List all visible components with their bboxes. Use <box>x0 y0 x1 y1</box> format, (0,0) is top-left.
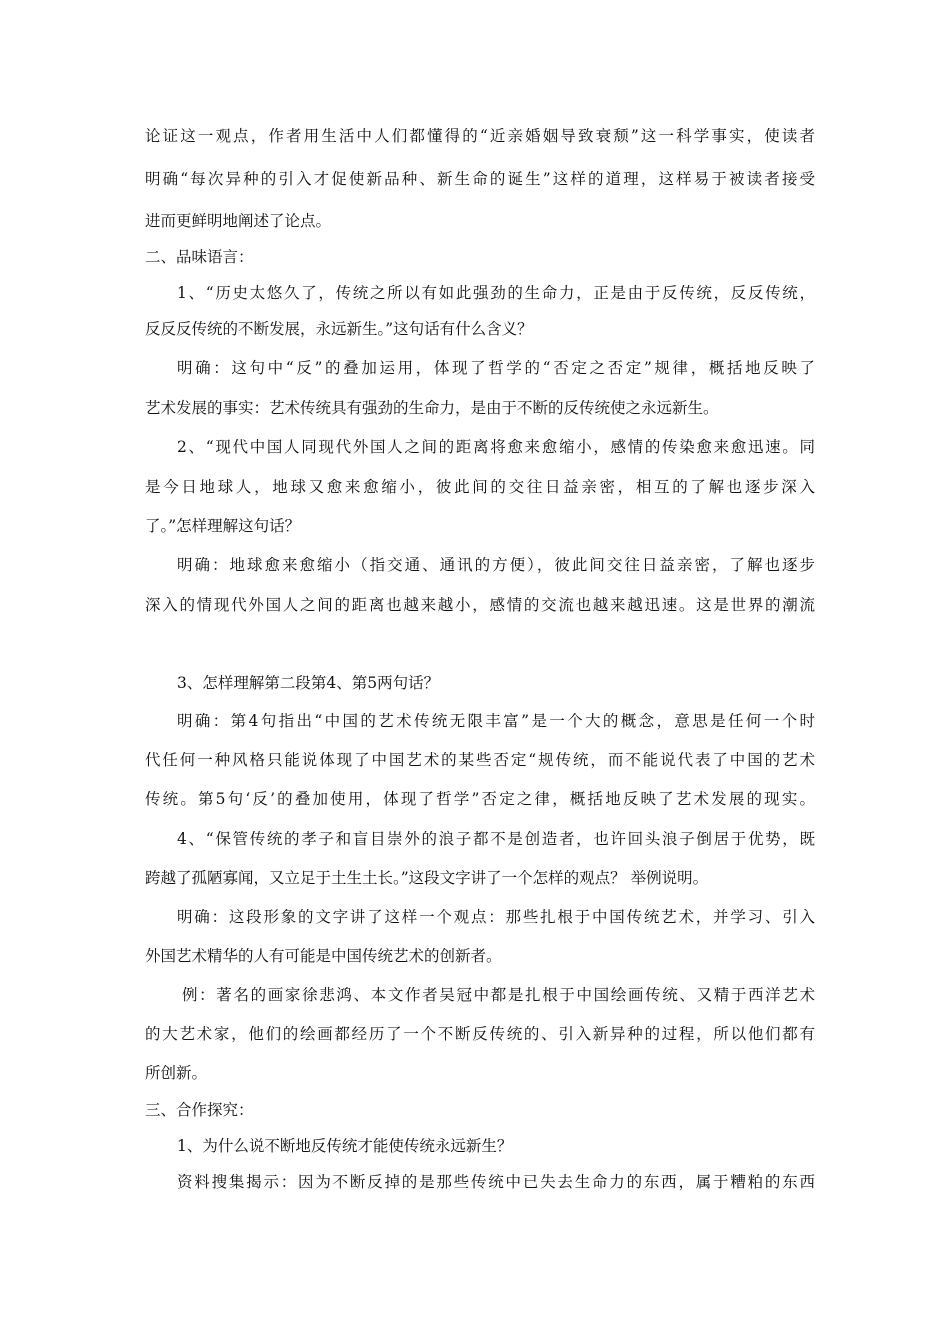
paragraph-line: 进而更鲜明地阐述了论点。 <box>145 212 332 230</box>
answer-line: 外国艺术精华的人有可能是中国传统艺术的创新者。 <box>145 947 502 965</box>
question-line: 反反反传统的不断发展，永远新生。”这句话有什么含义？ <box>145 320 533 338</box>
example-line: 例：著名的画家徐悲鸿、本文作者吴冠中都是扎根于中国绘画传统、又精于西洋艺术 <box>182 986 815 1004</box>
answer-line: 明确：这句中“反”的叠加运用，体现了哲学的“否定之否定”规律，概括地反映了 <box>177 359 815 377</box>
question-line: 1、为什么说不断地反传统才能使传统永远新生？ <box>177 1137 513 1155</box>
paragraph-line: 论证这一观点，作者用生活中人们都懂得的“近亲婚姻导致衰颓”这一科学事实，使读者 <box>145 127 815 145</box>
question-line: 了。”怎样理解这句话？ <box>145 517 301 535</box>
question-line: 3、怎样理解第二段第4、第5两句话？ <box>177 674 440 692</box>
answer-line: 传统。第5句‘反’的叠加使用，体现了哲学”否定之律，概括地反映了艺术发展的现实。 <box>145 790 815 808</box>
example-line: 的大艺术家，他们的绘画都经历了一个不断反传统的、引入新异种的过程，所以他们都有 <box>145 1025 815 1043</box>
answer-line: 明确：地球愈来愈缩小（指交通、通讯的方便），彼此间交往日益亲密，了解也逐步 <box>177 556 815 574</box>
example-line: 所创新。 <box>145 1064 208 1082</box>
question-line: 4、“保管传统的孝子和盲目崇外的浪子都不是创造者，也许回头浪子倒居于优势，既 <box>177 830 815 848</box>
answer-line: 艺术发展的事实：艺术传统具有强劲的生命力，是由于不断的反传统使之永远新生。 <box>145 399 719 417</box>
question-line: 1、“历史太悠久了，传统之所以有如此强劲的生命力，正是由于反传统，反反传统， <box>177 284 815 302</box>
answer-line: 资料搜集揭示：因为不断反掉的是那些传统中已失去生命力的东西，属于糟粕的东西 <box>177 1173 815 1191</box>
answer-line: 明确：这段形象的文字讲了这样一个观点：那些扎根于中国传统艺术，并学习、引入 <box>177 908 815 926</box>
answer-line: 明确：第4句指出“中国的艺术传统无限丰富”是一个大的概念，意思是任何一个时 <box>177 712 815 730</box>
paragraph-line: 明确“每次异种的引入才促使新品种、新生命的诞生”这样的道理，这样易于被读者接受 <box>145 170 815 188</box>
answer-line: 深入的情现代外国人之间的距离也越来越小，感情的交流也越来越迅速。这是世界的潮流 <box>145 596 815 614</box>
question-line: 是今日地球人，地球又愈来愈缩小，彼此间的交往日益亲密，相互的了解也逐步深入 <box>145 478 815 496</box>
section-heading: 二、品味语言： <box>145 248 254 266</box>
answer-line: 代任何一种风格只能说体现了中国艺术的某些否定“规传统，而不能说代表了中国的艺术 <box>145 751 815 769</box>
question-line: 2、“现代中国人同现代外国人之间的距离将愈来愈缩小，感情的传染愈来愈迅速。同 <box>177 438 815 456</box>
section-heading: 三、合作探究： <box>145 1101 254 1119</box>
question-line: 跨越了孤陋寡闻，又立足于土生土长。”这段文字讲了一个怎样的观点？ 举例说明。 <box>145 869 709 887</box>
